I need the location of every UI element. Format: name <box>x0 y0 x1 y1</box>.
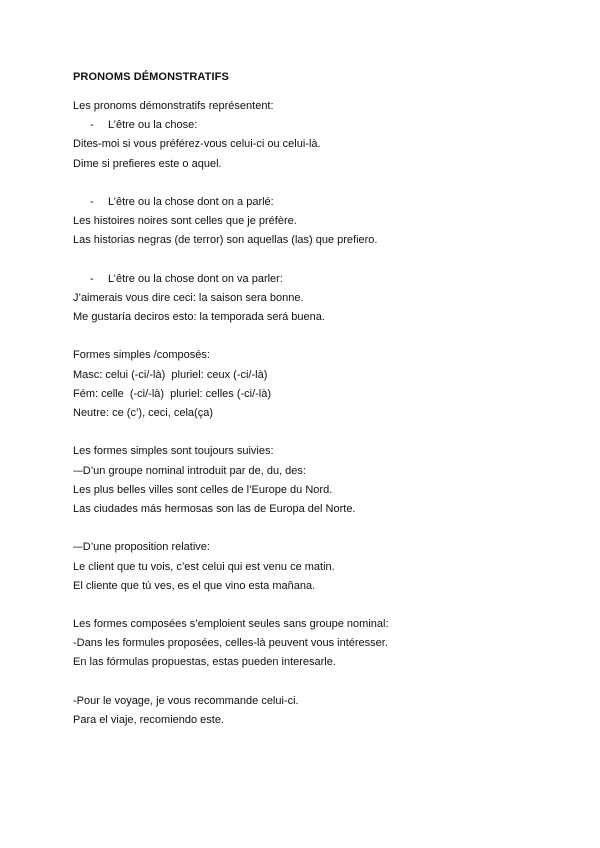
text-line: Les formes composées s’emploient seules sans groupe nominal: <box>73 618 389 631</box>
text-line: -–D’une proposition relative: <box>73 541 210 554</box>
paragraph-gap <box>73 251 573 270</box>
text-line: -Dans les formules proposées, celles-là peuvent vous intéresser. <box>73 637 388 650</box>
text-line: Las ciudades más hermosas son las de Europa del Norte. <box>73 502 356 515</box>
text-line: El cliente que tú ves, es el que vino esta mañana. <box>73 579 316 592</box>
document-title: PRONOMS DÉMONSTRATIFS <box>73 71 229 83</box>
text-line: Neutre: ce (c’), ceci, cela(ça) <box>73 407 213 419</box>
bullet-text: L’être ou la chose dont on a parlé: <box>108 195 274 208</box>
bullet-item <box>73 193 573 212</box>
bullet-dash: - <box>90 272 94 285</box>
text-line: Masc: celui (-ci/-là) pluriel: ceux (-ci/-là) <box>73 368 268 381</box>
bullet-text: L’être ou la chose dont on va parler: <box>108 272 283 285</box>
text-line: Dites-moi si vous préférez-vous celui-ci ou celui-là. <box>73 138 321 151</box>
bullet-item <box>73 116 573 135</box>
text-line: Para el viaje, recomiendo este. <box>73 714 225 726</box>
text-line: -–D’un groupe nominal introduit par de, du, des: <box>73 464 306 477</box>
paragraph-gap <box>73 519 573 538</box>
text-line: Les plus belles villes sont celles de l’Europe du Nord. <box>73 483 333 496</box>
text-line: En las fórmulas propuestas, estas pueden interesarle. <box>73 656 336 669</box>
text-line: -Pour le voyage, je vous recommande celui-ci. <box>73 694 299 707</box>
paragraph-gap <box>73 596 573 615</box>
text-line: Les histoires noires sont celles que je préfère. <box>73 215 297 228</box>
text-line: Me gustaría deciros esto: la temporada será buena. <box>73 311 325 324</box>
paragraph-gap <box>73 423 573 442</box>
text-line: Formes simples /composés: <box>73 349 210 362</box>
text-line: Les formes simples sont toujours suivies: <box>73 445 274 458</box>
text-line: Le client que tu vois, c’est celui qui est venu ce matin. <box>73 560 335 573</box>
text-line: J’aimerais vous dire ceci: la saison sera bonne. <box>73 291 304 304</box>
bullet-text: L’être ou la chose: <box>108 119 198 132</box>
paragraph-gap <box>73 174 573 193</box>
bullet-item <box>73 270 573 289</box>
paragraph-gap <box>73 673 573 692</box>
text-line: Fém: celle (-ci/-là) pluriel: celles (-ci/-là) <box>73 387 272 400</box>
bullet-dash: - <box>90 119 94 132</box>
text-line: Las historias negras (de terror) son aquellas (las) que prefiero. <box>73 234 378 247</box>
bullet-dash: - <box>90 195 94 208</box>
document-body <box>73 97 573 730</box>
text-line: Dime si prefieres este o aquel. <box>73 157 222 170</box>
paragraph-gap <box>73 327 573 346</box>
text-line: Les pronoms démonstratifs représentent: <box>73 100 274 112</box>
